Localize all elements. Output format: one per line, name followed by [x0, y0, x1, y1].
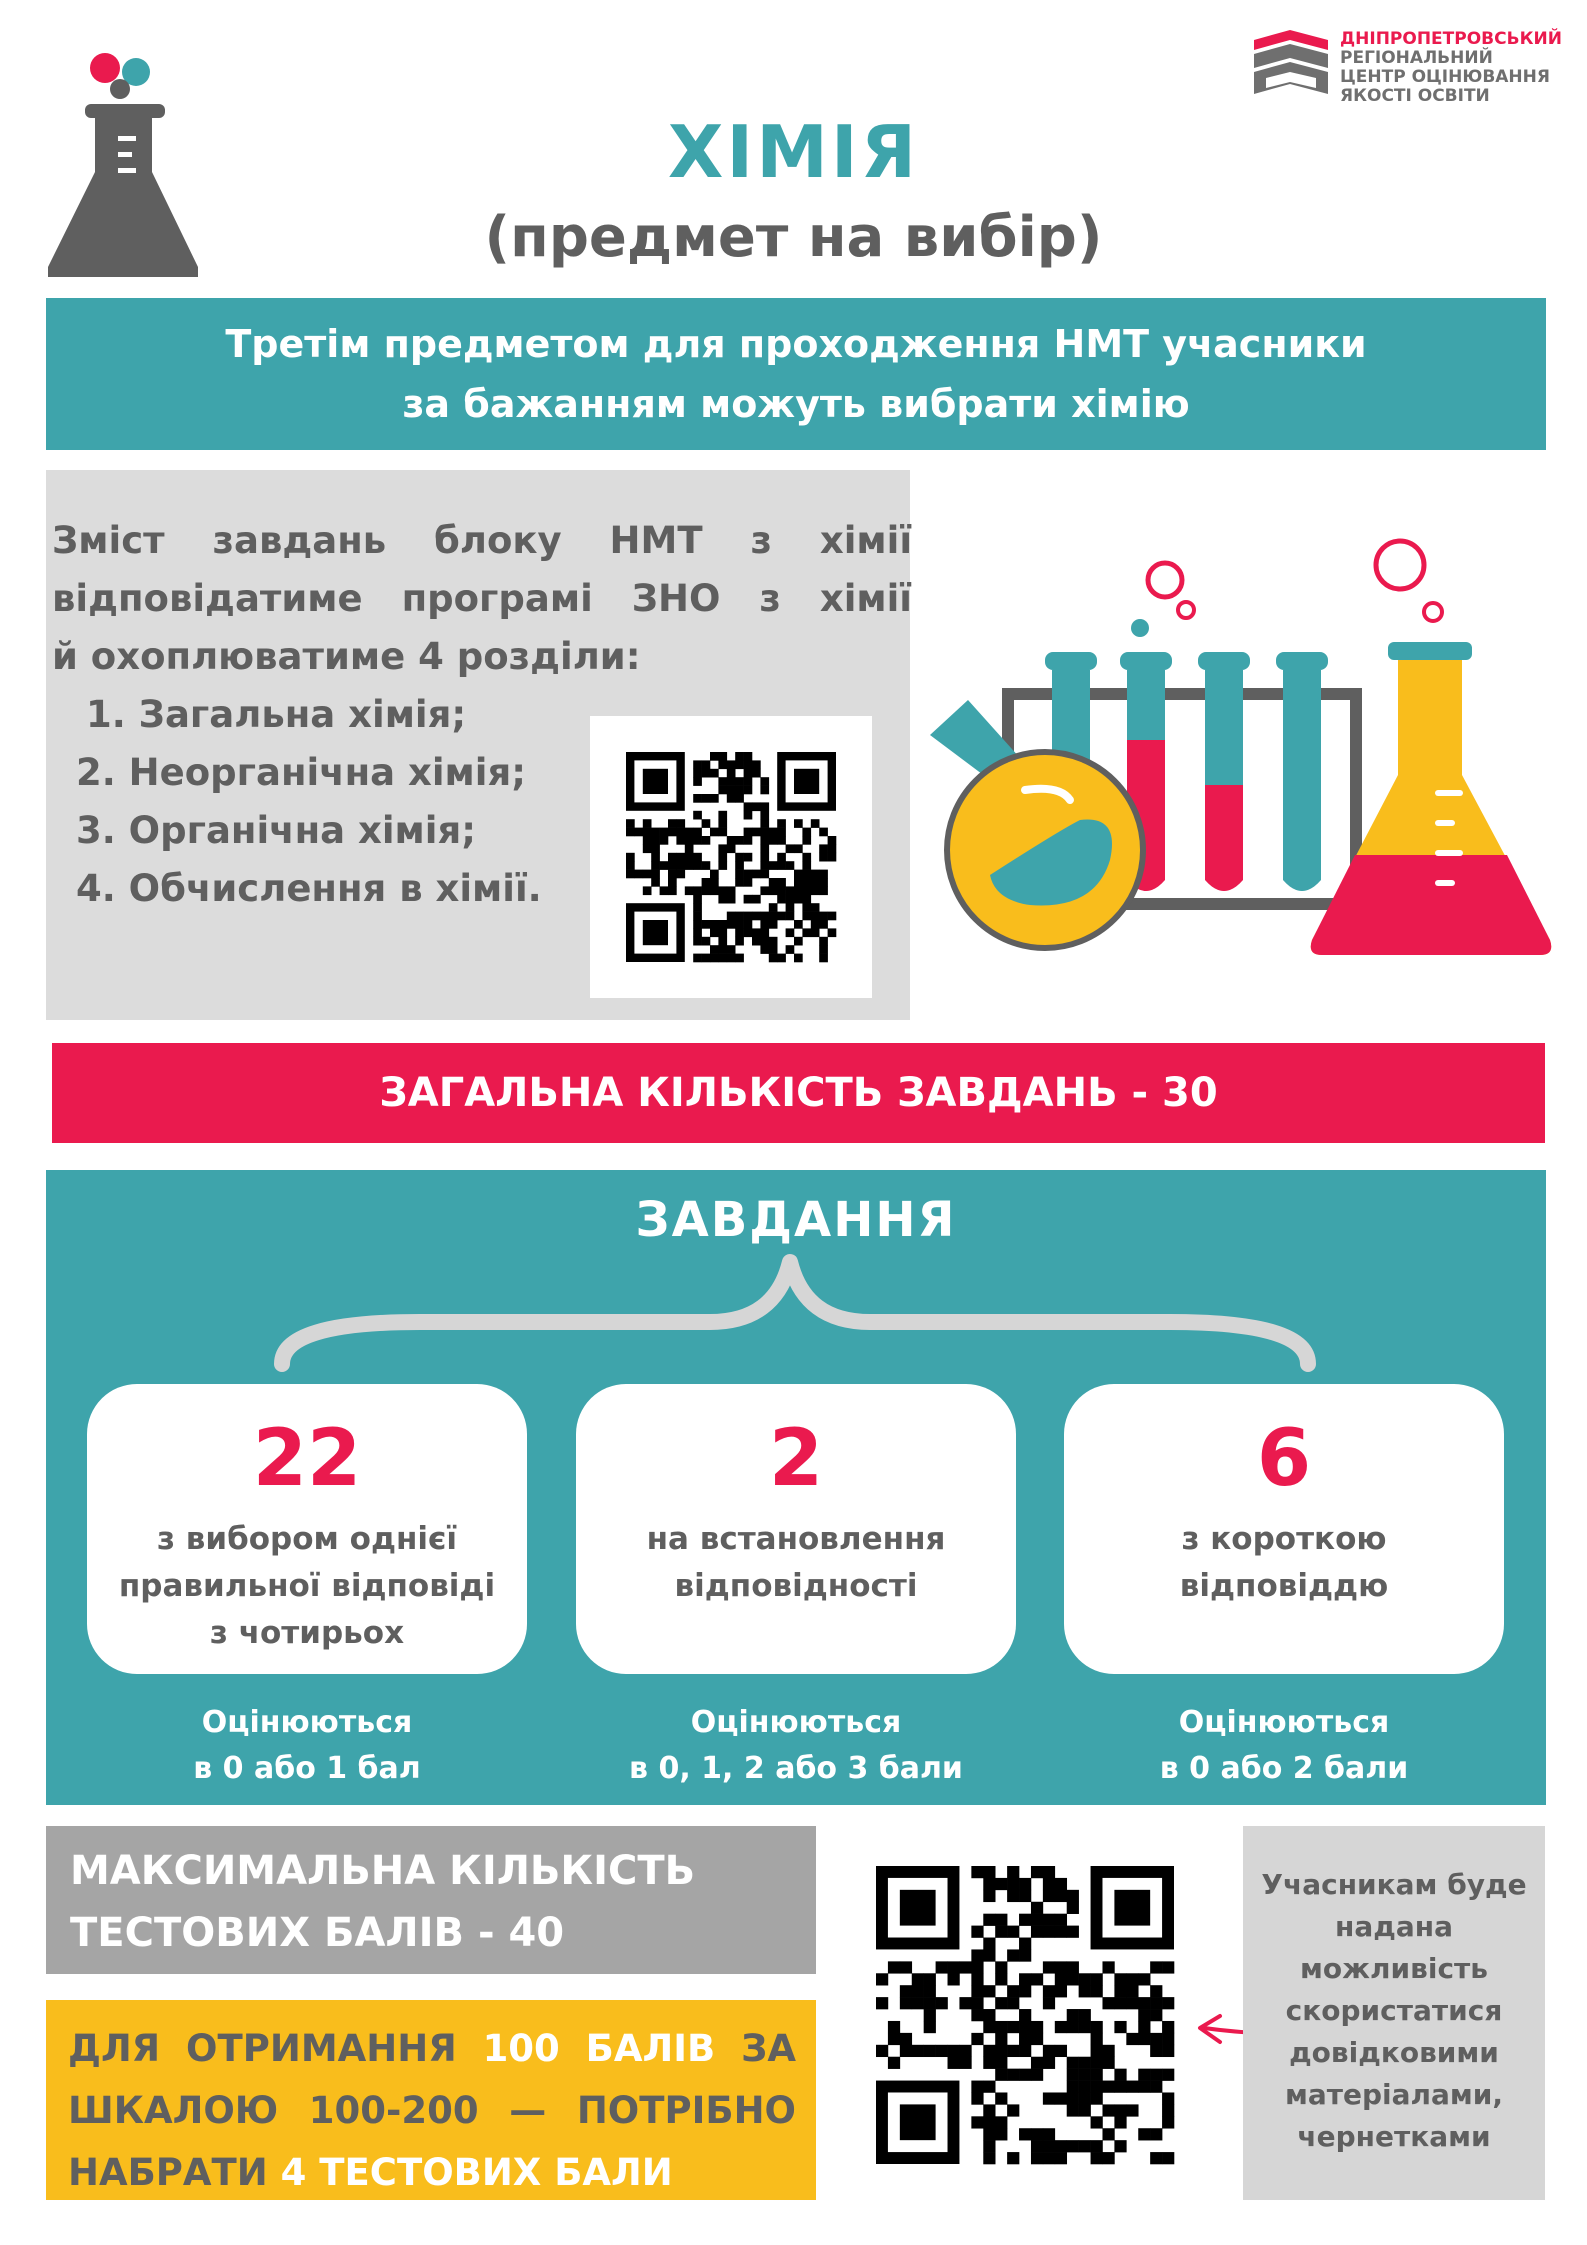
banner-line: Третім предметом для проходження НМТ учасники — [225, 322, 1367, 366]
materials-box — [1243, 1826, 1545, 2200]
score-value: в 0 або 1 бал — [193, 1751, 421, 1786]
max-score-box — [46, 1826, 816, 1974]
content-intro-line: Зміст завдань блоку НМТ з хімії — [52, 519, 912, 562]
logo-line: ЦЕНТР ОЦІНЮВАННЯ — [1340, 67, 1550, 87]
task-card — [1064, 1384, 1504, 1674]
section-item: 2. Неорганічна хімія; — [76, 751, 527, 794]
task-count: 22 — [252, 1414, 362, 1504]
logo-line: РЕГІОНАЛЬНИЙ — [1340, 48, 1493, 68]
task-description: з короткою відповіддю — [1179, 1521, 1389, 1604]
task-description: з вибором однієї правильної відповіді з чотирьох — [118, 1521, 496, 1651]
requirement-highlight: 100 БАЛІВ — [482, 2027, 716, 2070]
banner-line: за бажанням можуть вибрати хімію — [402, 382, 1190, 426]
task-card — [576, 1384, 1016, 1674]
score-value: в 0, 1, 2 або 3 бали — [629, 1751, 963, 1786]
task-card — [87, 1384, 527, 1674]
task-count: 6 — [1256, 1414, 1312, 1504]
qr-code[interactable] — [590, 716, 872, 998]
score-value: в 0 або 2 бали — [1159, 1751, 1409, 1786]
score-label: Оцінюються — [201, 1705, 413, 1740]
page-title: ХІМІЯ — [667, 110, 920, 194]
materials-line: надана — [1335, 1910, 1453, 1943]
task-score — [87, 1700, 527, 1792]
qr-code[interactable] — [870, 1860, 1180, 2170]
qr-code-pattern — [870, 1860, 1180, 2170]
content-intro-line: й охоплюватиме 4 розділи: — [52, 635, 641, 678]
qr-code-pattern — [590, 716, 872, 998]
content-intro-line: відповідатиме програмі ЗНО з хімії — [52, 577, 912, 620]
materials-line: довідковими — [1289, 2036, 1499, 2069]
task-score — [1064, 1700, 1504, 1792]
task-description: на встановлення відповідності — [646, 1521, 946, 1604]
page-subtitle: (предмет на вибір) — [484, 205, 1103, 270]
intro-banner — [46, 298, 1546, 450]
logo-line: ДНІПРОПЕТРОВСЬКИЙ — [1340, 29, 1562, 49]
brace-icon — [270, 1252, 1320, 1372]
task-score — [576, 1700, 1016, 1792]
requirement-text: ЗА ШКАЛОЮ 100-200 — ПОТРІБНО НАБРАТИ — [68, 2027, 796, 2194]
lab-glassware-illustration — [910, 530, 1560, 980]
requirement-highlight: 4 ТЕСТОВИХ БАЛИ — [280, 2151, 673, 2194]
score-label: Оцінюються — [690, 1705, 902, 1740]
materials-line: Учасникам буде — [1261, 1868, 1527, 1901]
logo-line: ЯКОСТІ ОСВІТИ — [1340, 86, 1490, 106]
tasks-title: ЗАВДАННЯ — [635, 1192, 957, 1248]
total-tasks-bar: ЗАГАЛЬНА КІЛЬКІСТЬ ЗАВДАНЬ - 30 — [52, 1043, 1545, 1143]
max-score-line: МАКСИМАЛЬНА КІЛЬКІСТЬ — [70, 1848, 696, 1894]
materials-line: можливість — [1300, 1952, 1488, 1985]
max-score-line: ТЕСТОВИХ БАЛІВ - 40 — [70, 1910, 565, 1956]
logo-icon — [1250, 28, 1332, 98]
materials-line: чернетками — [1297, 2120, 1491, 2153]
materials-line: скористатися — [1285, 1994, 1503, 2027]
section-item: 3. Органічна хімія; — [76, 809, 477, 852]
logo-text — [1340, 30, 1562, 106]
section-item: 1. Загальна хімія; — [86, 693, 467, 736]
materials-line: матеріалами, — [1284, 2078, 1504, 2111]
requirement-text: ДЛЯ ОТРИМАННЯ — [68, 2027, 483, 2070]
task-count: 2 — [768, 1414, 824, 1504]
score-label: Оцінюються — [1178, 1705, 1390, 1740]
requirement-box — [46, 2000, 816, 2200]
section-item: 4. Обчислення в хімії. — [76, 867, 542, 910]
